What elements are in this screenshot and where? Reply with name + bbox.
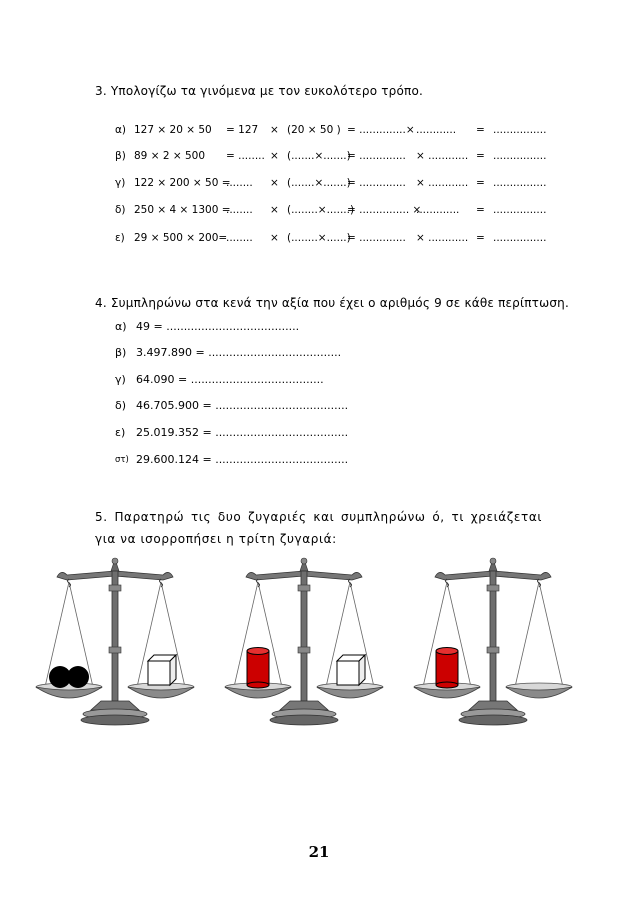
exercise-3-row-label: ε) bbox=[115, 232, 125, 244]
exercise-3-cell: 29 × 500 × 200= bbox=[134, 232, 228, 244]
exercise-4-row-label: α) bbox=[115, 320, 127, 333]
column-collar bbox=[109, 585, 121, 591]
chain bbox=[515, 582, 539, 687]
column-collar bbox=[298, 647, 310, 653]
exercise-3-cell: = bbox=[476, 177, 485, 189]
page-number: 21 bbox=[308, 843, 330, 861]
exercise-3-cell: (........×.......) bbox=[287, 204, 355, 216]
black-ball bbox=[67, 666, 89, 688]
scale-3 bbox=[414, 558, 572, 725]
exercise-3-cell: ................ bbox=[493, 232, 547, 244]
exercise-3-cell: = .............. bbox=[347, 150, 406, 162]
scale-1 bbox=[36, 558, 194, 725]
exercise-3-cell: × bbox=[270, 204, 279, 216]
exercise-3-cell: = ........ bbox=[226, 150, 265, 162]
exercise-4-row-text: 3.497.890 = ...................................... bbox=[136, 346, 342, 359]
exercise-3-cell: = bbox=[476, 124, 485, 136]
red-cylinder-top bbox=[436, 648, 458, 655]
exercise-4-row-label: ε) bbox=[115, 426, 126, 439]
scale-base-plate bbox=[270, 715, 338, 725]
exercise-3-row-label: γ) bbox=[115, 177, 126, 189]
exercise-5-title: 5. Παρατηρώ τις δυο ζυγαριές και συμπληρώνω ό, τι χρειάζεται για να ισορροπήσει η τρίτη ζυγαριά: bbox=[95, 510, 542, 546]
exercise-4-row-label: γ) bbox=[115, 373, 126, 386]
exercise-3-cell: ................ bbox=[493, 204, 547, 216]
exercise-4-row-text: 64.090 = ...................................... bbox=[136, 373, 324, 386]
scale-base-plate bbox=[81, 715, 149, 725]
exercise-3-cell: ........ bbox=[226, 232, 253, 244]
column-collar bbox=[487, 585, 499, 591]
exercise-3-cell: 127 × 20 × 50 bbox=[134, 124, 212, 136]
exercise-3-cell: = 127 bbox=[226, 124, 259, 136]
exercise-3-cell: × bbox=[270, 124, 279, 136]
exercise-4-row-text: 49 = ...................................... bbox=[136, 320, 300, 333]
exercise-3-cell: ................ bbox=[493, 124, 547, 136]
exercise-3-cell: × bbox=[270, 232, 279, 244]
exercise-3-cell: (20 × 50 ) bbox=[287, 124, 341, 136]
red-cylinder-bottom bbox=[247, 682, 269, 688]
pointer-knob bbox=[490, 558, 496, 564]
exercise-3-cell: = bbox=[476, 204, 485, 216]
exercise-4-row-label: δ) bbox=[115, 399, 127, 412]
column-collar bbox=[298, 585, 310, 591]
exercise-3-cell: 89 × 2 × 500 bbox=[134, 150, 206, 162]
chain bbox=[539, 582, 563, 687]
exercise-4-row-label: β) bbox=[115, 346, 127, 359]
exercise-3-cell: = bbox=[476, 232, 485, 244]
exercise-4-row-text: 25.019.352 = ...................................... bbox=[136, 426, 349, 439]
scale-2 bbox=[225, 558, 383, 725]
exercise-3-row-label: α) bbox=[115, 124, 127, 136]
exercise-3-cell: = ..............× bbox=[347, 124, 415, 136]
exercise-4-row-text: 46.705.900 = ...................................... bbox=[136, 399, 349, 412]
exercise-3-cell: 250 × 4 × 1300 = bbox=[134, 204, 231, 216]
pointer-knob bbox=[112, 558, 118, 564]
scale-base-plate bbox=[459, 715, 527, 725]
red-cylinder-top bbox=[247, 648, 269, 655]
exercise-3-cell: (.......×.......) bbox=[287, 150, 351, 162]
exercise-3-cell: = .............. bbox=[347, 232, 406, 244]
exercise-3-cell: ................ bbox=[493, 150, 547, 162]
exercise-3-cell: (........×......) bbox=[287, 232, 351, 244]
exercise-3-cell: × ............ bbox=[416, 177, 469, 189]
exercise-4-row-text: 29.600.124 = ...................................... bbox=[136, 453, 349, 466]
exercise-3-cell: × bbox=[270, 177, 279, 189]
red-cylinder-bottom bbox=[436, 682, 458, 688]
exercise-3-cell: = .............. bbox=[347, 177, 406, 189]
exercise-3-cell: ................ bbox=[493, 177, 547, 189]
column-collar bbox=[109, 647, 121, 653]
white-cube bbox=[337, 661, 359, 685]
column-collar bbox=[487, 647, 499, 653]
red-cylinder bbox=[247, 651, 269, 685]
exercise-3-cell: × ............ bbox=[416, 150, 469, 162]
exercise-3-cell: = bbox=[476, 150, 485, 162]
exercise-3-cell: (.......×.......) bbox=[287, 177, 351, 189]
exercise-3-cell: ........ bbox=[226, 177, 253, 189]
exercise-3-title: 3. Υπολογίζω τα γινόμενα με τον ευκολότερο τρόπο. bbox=[95, 84, 424, 98]
exercise-3-cell: 122 × 200 × 50 = bbox=[134, 177, 231, 189]
exercise-3-cell: = ............... × bbox=[347, 204, 422, 216]
exercise-3-row-label: β) bbox=[115, 150, 126, 162]
exercise-3-row-label: δ) bbox=[115, 204, 126, 216]
scales-illustration bbox=[0, 555, 638, 735]
white-cube bbox=[148, 661, 170, 685]
exercise-3-cell: ........ bbox=[226, 204, 253, 216]
white-cube-side bbox=[359, 655, 365, 685]
exercise-4-title: 4. Συμπληρώνω στα κενά την αξία που έχει ο αριθμός 9 σε κάθε περίπτωση. bbox=[95, 296, 569, 310]
red-cylinder bbox=[436, 651, 458, 685]
exercise-3-cell: ............. bbox=[416, 204, 460, 216]
exercise-3-cell: × ............ bbox=[416, 232, 469, 244]
white-cube-side bbox=[170, 655, 176, 685]
exercise-3-cell: × bbox=[270, 150, 279, 162]
exercise-4-row-label: στ) bbox=[115, 455, 129, 465]
exercise-3-cell: ............ bbox=[416, 124, 457, 136]
pointer-knob bbox=[301, 558, 307, 564]
